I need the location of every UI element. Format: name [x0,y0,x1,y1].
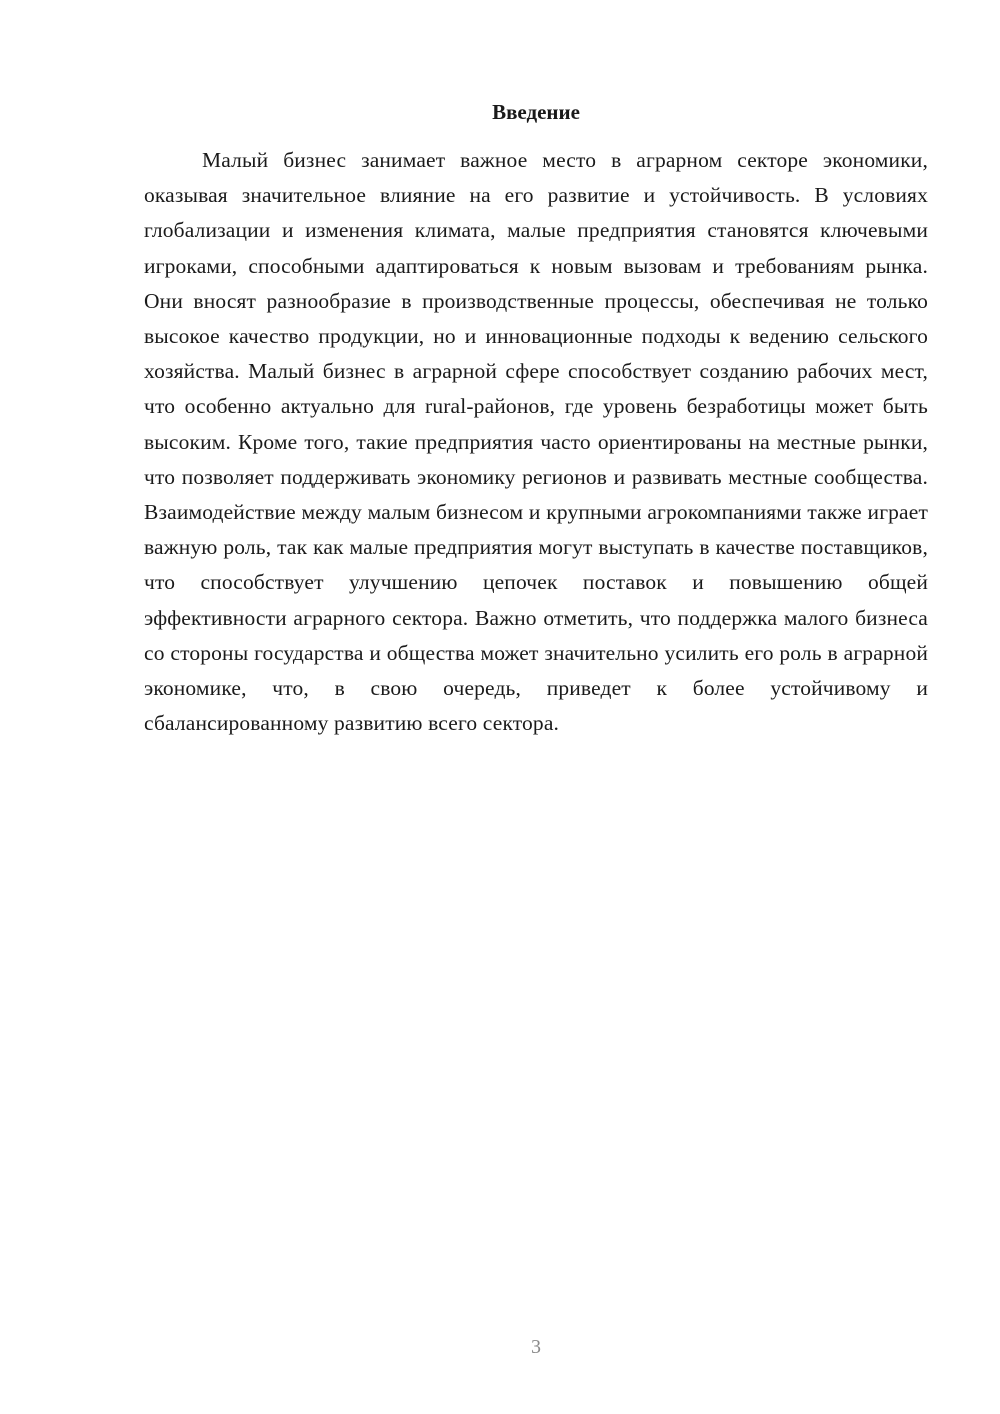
page-number: 3 [531,1336,541,1358]
section-title: Введение [492,100,580,124]
body-paragraph: Малый бизнес занимает важное место в аграрном секторе экономики, оказывая значительное влияние на его развитие и устойчивость. В условиях глобализации и изменения климата, малые предприятия становятся ключевыми игроками, способными адаптироваться к новым вызовам и требованиям рынка. Они вносят разнообразие в производственные процессы, обеспечивая не только высокое качество продукции, но и инновационные подходы к ведению сельского хозяйства. Малый бизнес в аграрной сфере способствует созданию рабочих мест, что особенно актуально для rural-районов, где уровень безработицы может быть высоким. Кроме того, такие предприятия часто ориентированы на местные рынки, что позволяет поддерживать экономику регионов и развивать местные сообщества. Взаимодействие между малым бизнесом и крупными агрокомпаниями также играет важную роль, так как малые предприятия могут выступать в качестве поставщиков, что способствует улучшению цепочек поставок и повышению общей эффективности аграрного сектора. Важно отметить, что поддержка малого бизнеса со стороны государства и общества может значительно усилить его роль в аграрной экономике, что, в свою очередь, приведет к более устойчивому и сбалансированному развитию всего сектора. [144,148,928,736]
